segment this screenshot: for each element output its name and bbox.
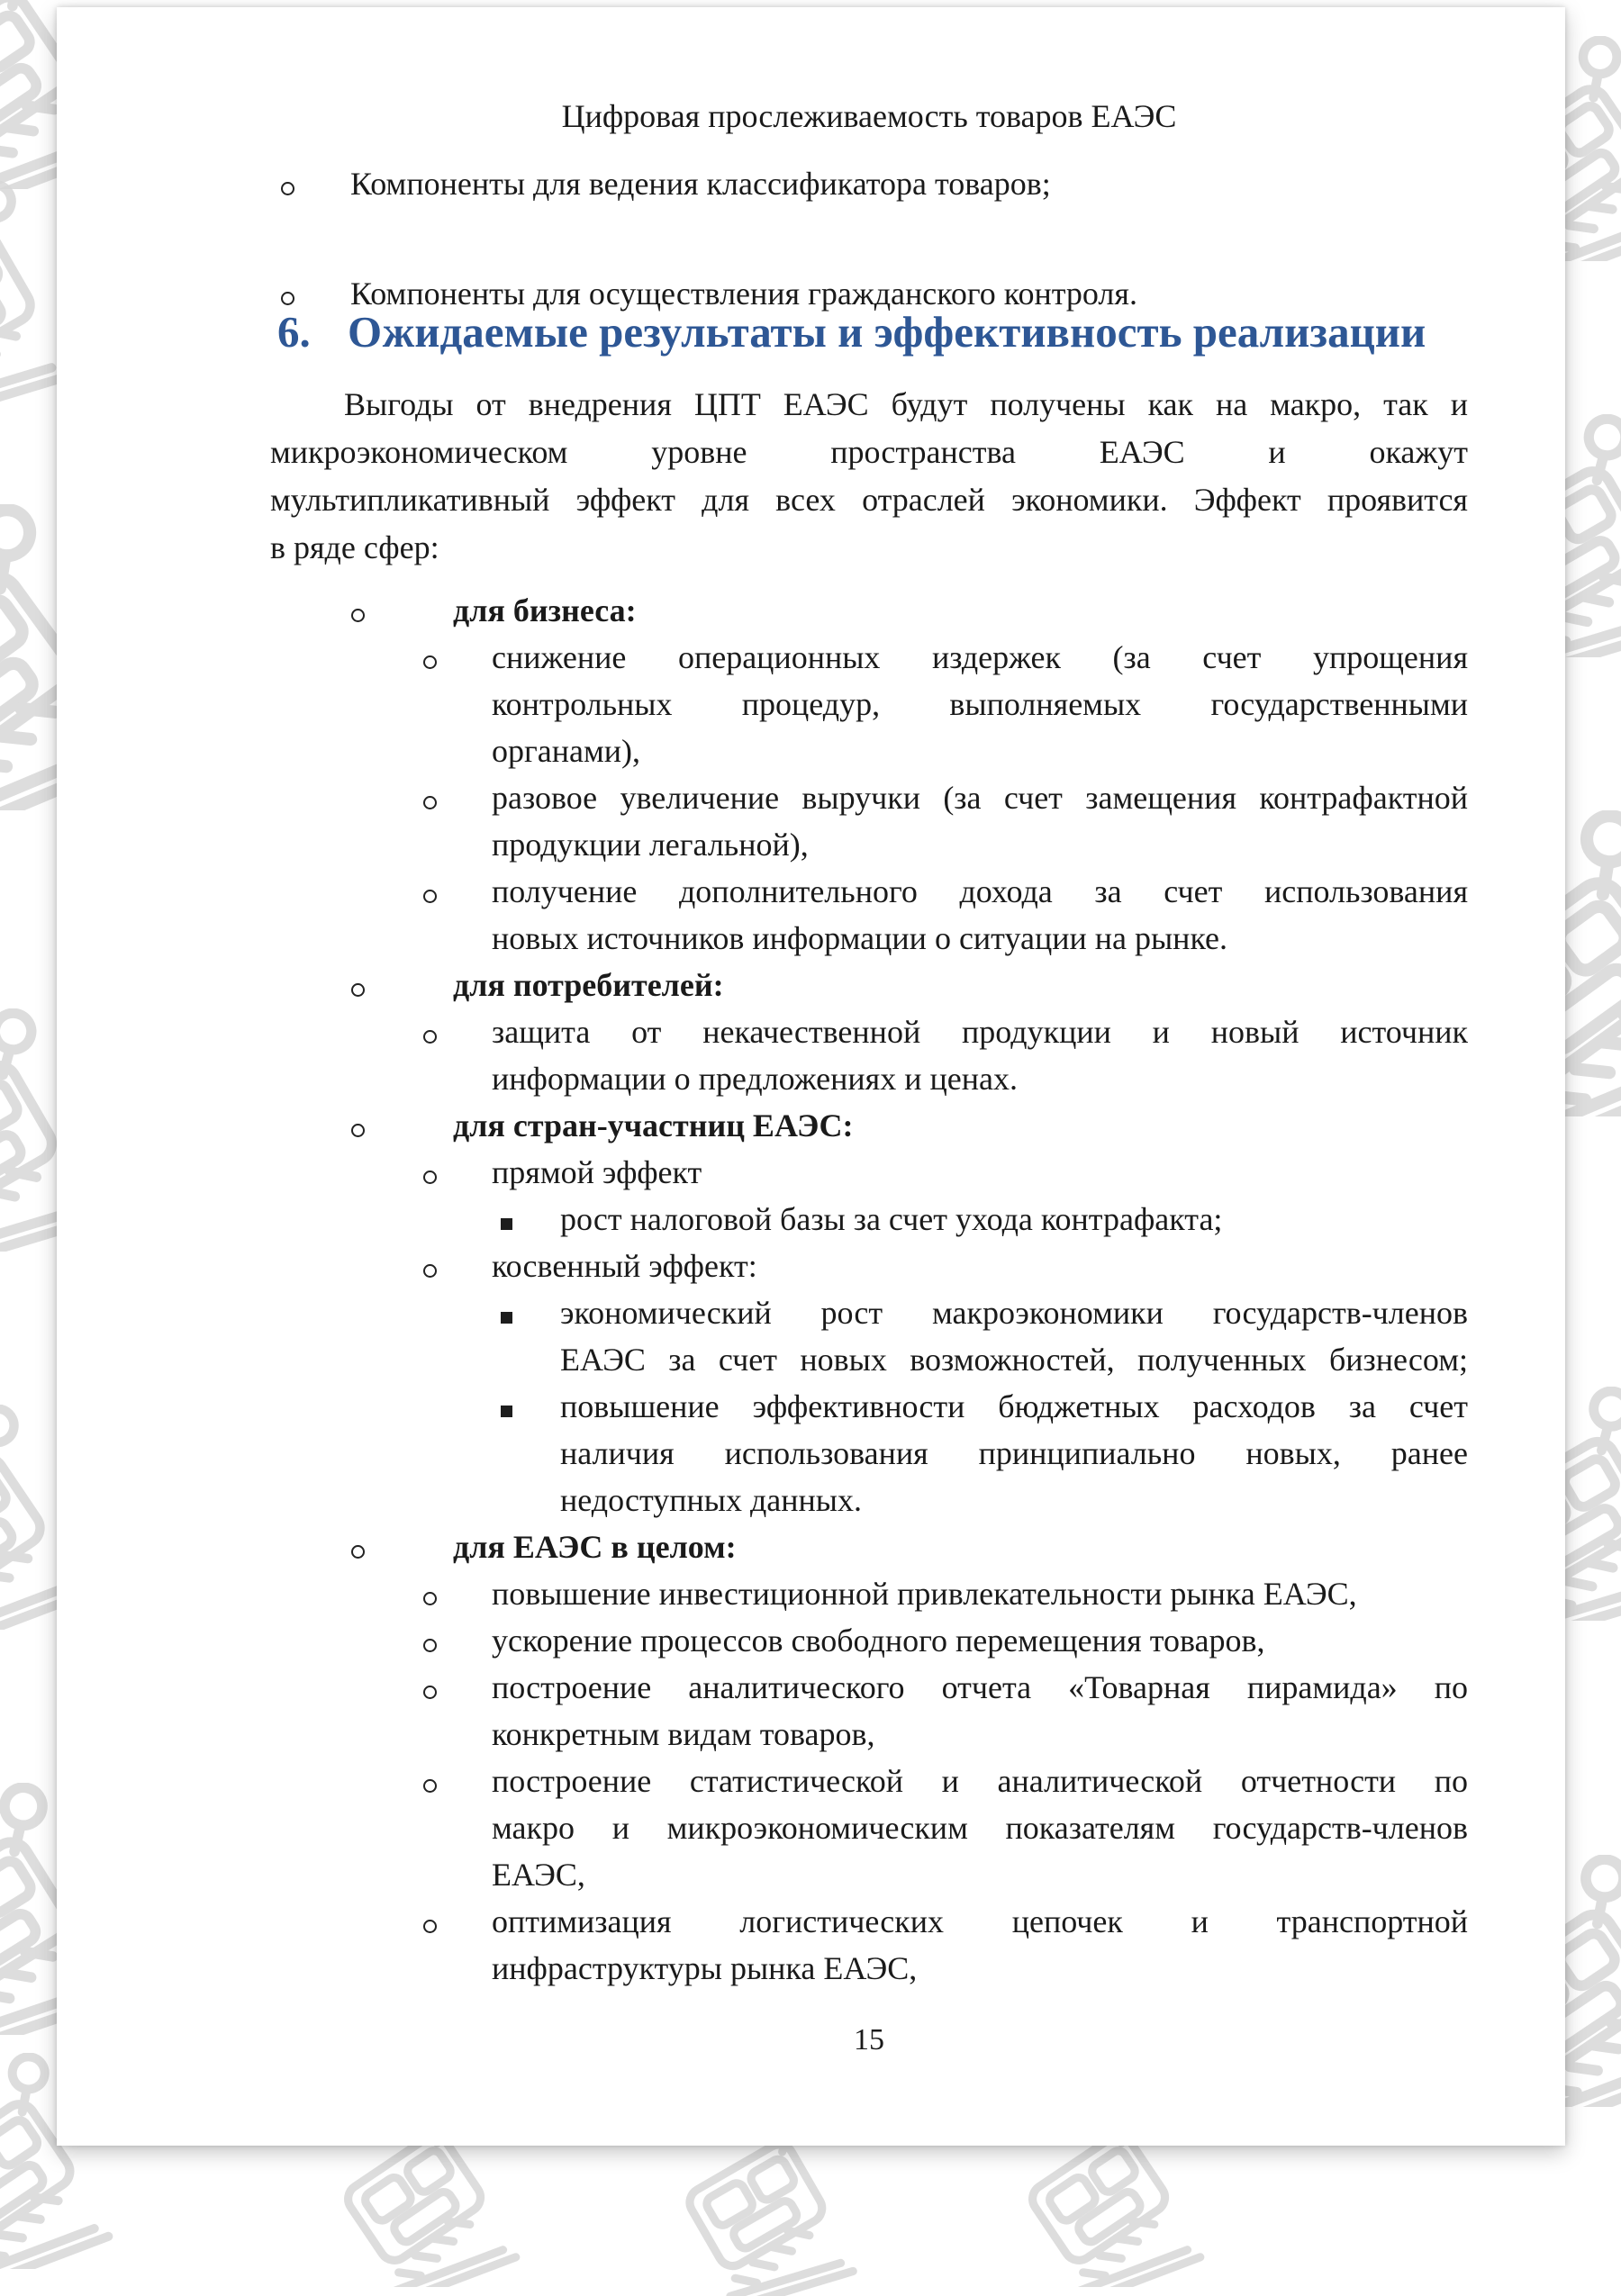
list-item-line	[270, 1008, 1468, 1055]
list-item-text: продукции легальной),	[492, 827, 809, 863]
list-item-text: конкретным видам товаров,	[492, 1716, 875, 1752]
bullet-circle-icon	[423, 1639, 437, 1652]
list-item-text: для ЕАЭС в целом:	[453, 1529, 737, 1565]
list-item-line	[270, 962, 1468, 1008]
list-item-line	[270, 1711, 1468, 1758]
list-item-text: Компоненты для ведения классификатора товаров;	[350, 166, 1051, 202]
section-heading	[270, 305, 1468, 359]
paragraph-text: в ряде сфер:	[270, 529, 439, 565]
bullet-circle-icon	[423, 1592, 437, 1605]
bullet-circle-icon	[423, 1030, 437, 1044]
list-item-text: рост налоговой базы за счет ухода контрафакта;	[560, 1201, 1223, 1237]
list-item-text: защита от некачественной продукции и новый источник	[492, 1014, 1468, 1050]
list-item-text: построение аналитического отчета «Товарная пирамида» по	[492, 1669, 1468, 1705]
list-item-line	[270, 1289, 1468, 1336]
paragraph-line	[270, 524, 1468, 572]
list-item-line	[270, 915, 1468, 962]
list-item-text: косвенный эффект:	[492, 1248, 757, 1284]
page-number: 15	[854, 2023, 884, 2056]
list-item-text: получение дополнительного дохода за счет использования	[492, 873, 1468, 909]
list-item-text: оптимизация логистических цепочек и транспортной	[492, 1903, 1468, 1939]
list-item-text: ЕАЭС,	[492, 1857, 585, 1893]
list-item-text: ЕАЭС за счет новых возможностей, полученных бизнесом;	[560, 1342, 1468, 1378]
list-item-text: органами),	[492, 733, 641, 769]
list-item-text: инфраструктуры рынка ЕАЭС,	[492, 1950, 918, 1986]
list-item-line	[270, 728, 1468, 774]
list-item-text: снижение операционных издержек (за счет упрощения	[492, 639, 1468, 675]
paragraph-line	[270, 381, 1468, 429]
intro-paragraph	[270, 381, 1468, 572]
paragraph-text: Выгоды от внедрения ЦПТ ЕАЭС будут получены как на макро, так и	[344, 386, 1468, 422]
list-item-line	[270, 1664, 1468, 1711]
section-title: Ожидаемые результаты и эффективность реализации	[348, 307, 1426, 357]
list-item-line	[270, 774, 1468, 821]
list-item-line	[270, 1243, 1468, 1289]
list-item-line	[270, 868, 1468, 915]
list-item-text: повышение эффективности бюджетных расходов за счет	[560, 1388, 1468, 1424]
list-item-line	[270, 1570, 1468, 1617]
paragraph-text: мультипликативный эффект для всех отраслей экономики. Эффект проявится	[270, 482, 1468, 518]
document-page	[57, 7, 1565, 2146]
list-item-line	[270, 1617, 1468, 1664]
list-item-line	[270, 1804, 1468, 1851]
list-item-line	[270, 1383, 1468, 1430]
list-item-line	[270, 634, 1468, 681]
list-item-text: повышение инвестиционной привлекательности рынка ЕАЭС,	[492, 1576, 1357, 1612]
paragraph-line	[270, 429, 1468, 476]
bullet-circle-icon	[351, 1545, 365, 1559]
bullet-square-icon	[501, 1406, 512, 1417]
bullet-circle-icon	[423, 890, 437, 903]
effects-list	[270, 587, 1468, 1992]
list-item-text: наличия использования принципиально новых, ранее	[560, 1435, 1468, 1471]
paragraph-text: микроэкономическом уровне пространства ЕАЭС и окажут	[270, 434, 1468, 470]
list-item-text: для потребителей:	[453, 967, 724, 1003]
bullet-circle-icon	[351, 983, 365, 997]
list-item-line	[270, 1336, 1468, 1383]
list-item-line	[270, 1758, 1468, 1804]
bullet-circle-icon	[351, 609, 365, 622]
list-item-text: экономический рост макроэкономики государств-членов	[560, 1295, 1468, 1331]
bullet-circle-icon	[281, 182, 294, 195]
list-item-text: информации о предложениях и ценах.	[492, 1061, 1018, 1097]
bullet-square-icon	[501, 1218, 512, 1230]
list-item-text: построение статистической и аналитической отчетности по	[492, 1763, 1468, 1799]
bullet-square-icon	[501, 1312, 512, 1324]
bullet-circle-icon	[423, 655, 437, 669]
bullet-circle-icon	[281, 292, 294, 305]
list-item-line	[270, 681, 1468, 728]
list-item-text: контрольных процедур, выполняемых государственными	[492, 686, 1468, 722]
running-header: Цифровая прослеживаемость товаров ЕАЭС	[561, 98, 1177, 134]
list-item-line	[270, 587, 1468, 634]
list-item-line	[270, 1102, 1468, 1149]
page-content	[270, 7, 1468, 2146]
list-item-text: ускорение процессов свободного перемещения товаров,	[492, 1623, 1265, 1659]
list-item-line	[270, 1945, 1468, 1992]
list-item-line	[270, 1523, 1468, 1570]
list-item-line	[270, 1149, 1468, 1196]
paragraph-line	[270, 476, 1468, 524]
list-item-text: недоступных данных.	[560, 1482, 862, 1518]
list-item-text: макро и микроэкономическим показателям государств-членов	[492, 1810, 1468, 1846]
bullet-circle-icon	[423, 1779, 437, 1793]
bullet-circle-icon	[423, 796, 437, 809]
list-item-text: разовое увеличение выручки (за счет замещения контрафактной	[492, 780, 1468, 816]
bullet-circle-icon	[423, 1171, 437, 1184]
list-item-text: прямой эффект	[492, 1154, 702, 1190]
bullet-circle-icon	[423, 1264, 437, 1278]
list-item-text: Компоненты для осуществления гражданского контроля.	[350, 276, 1137, 312]
list-item-line	[270, 1851, 1468, 1898]
section-number: 6.	[277, 307, 311, 357]
list-item-line	[270, 1430, 1468, 1477]
bullet-circle-icon	[351, 1124, 365, 1137]
list-item-text: для стран-участниц ЕАЭС:	[453, 1107, 854, 1143]
list-item-line	[270, 1196, 1468, 1243]
bullet-circle-icon	[423, 1920, 437, 1933]
list-item-text: для бизнеса:	[453, 592, 637, 628]
list-item-line	[270, 821, 1468, 868]
list-item-line	[270, 1055, 1468, 1102]
list-item-text: новых источников информации о ситуации на рынке.	[492, 920, 1228, 956]
bullet-circle-icon	[423, 1686, 437, 1699]
list-item-line	[270, 1477, 1468, 1523]
list-item-line	[270, 1898, 1468, 1945]
list-item-line	[270, 160, 1468, 207]
